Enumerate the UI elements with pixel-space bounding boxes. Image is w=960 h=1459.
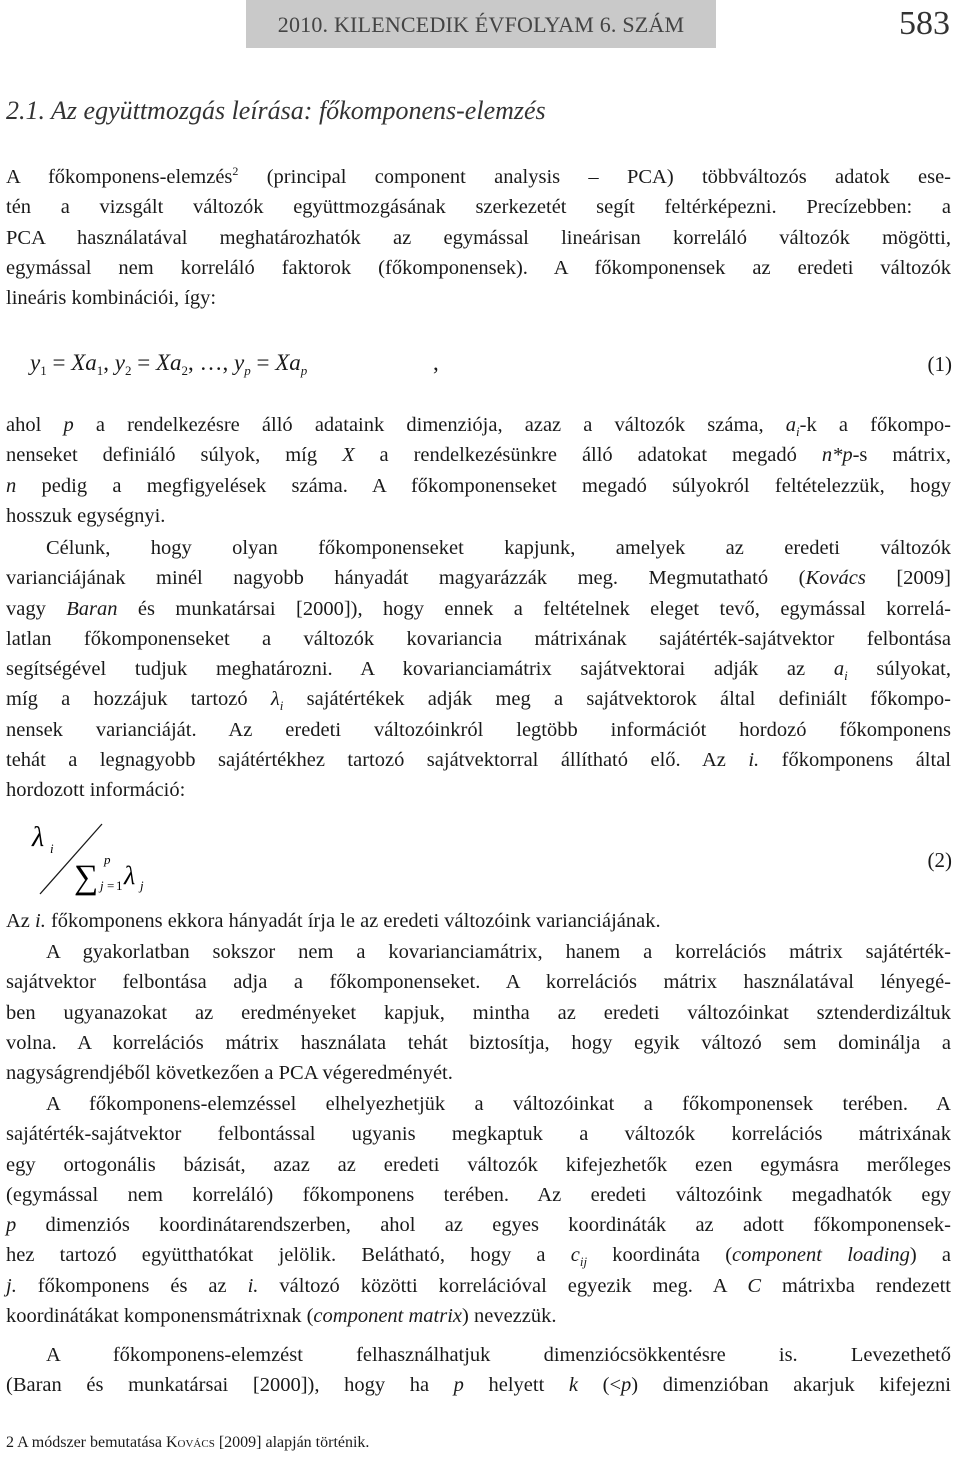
text-line: (Baran és munkatársai [2000]), hogy ha p helyett k (<p) dimenzióban akarjuk kifejezni <box>6 1374 951 1397</box>
text-line: vagy Baran és munkatársai [2000]), hogy ennek a feltételnek eleget tevő, egymással korrelá- <box>6 597 951 620</box>
svg-text:p: p <box>104 852 111 867</box>
svg-text:i: i <box>50 841 54 856</box>
text-line: Célunk, hogy olyan főkomponenseket kapjunk, amelyek az eredeti változók <box>46 537 951 559</box>
svg-text:1: 1 <box>116 878 123 893</box>
text-line: ben ugyanazokat az eredményeket kapjuk, mintha az eredeti változóinkat sztenderdizáltuk <box>6 1001 951 1024</box>
text-line: sajátérték-sajátvektor felbontással ugyanis megkaptuk a változók korrelációs mátrixának <box>6 1123 951 1146</box>
text-line: latlan főkomponenseket a változók kovariancia mátrixának sajátérték-sajátvektor felbontása <box>6 627 951 650</box>
text-line: míg a hozzájuk tartozó $\lambda_i$ sajátértékek adják meg a sajátvektorok által definiált főkompo- <box>6 688 951 714</box>
text-line: egymással nem korreláló faktorok (főkomponensek). A főkomponensek az eredeti változók <box>6 256 951 279</box>
page-number: 583 <box>899 5 950 42</box>
paragraph-intro <box>6 162 951 313</box>
svg-text:j: j <box>100 878 104 893</box>
svg-text:λ: λ <box>124 861 136 890</box>
text-line: nenseket definiáló súlyok, míg X a rendelkezésünkre álló adatokat megadó n*p-s mátrix, <box>6 444 951 467</box>
svg-text:=: = <box>107 878 115 893</box>
footnote-ref: 2 <box>232 164 239 178</box>
text-line: hez tartozó együtthatókat jelölik. Belátható, hogy a $c_{ij}$ koordináta (component loading) a <box>6 1244 951 1270</box>
section-title: 2.1. Az együttmozgás leírása: főkomponens-elemzés <box>6 96 546 125</box>
text-line: nagyságrendjéből következően a PCA végeredményét. <box>6 1062 453 1085</box>
running-header: 2010. KILENCEDIK ÉVFOLYAM 6. SZÁM <box>277 12 685 37</box>
text-line: (egymással nem korreláló) főkomponens terében. Az eredeti változóink megadhatók egy <box>6 1183 951 1206</box>
footnote: 2 A módszer bemutatása Kovács [2009] alapján történik. <box>6 1434 370 1451</box>
text-line: koordinátákat komponensmátrixnak (component matrix) nevezzük. <box>6 1305 557 1328</box>
paragraph-components-space <box>6 1089 951 1331</box>
text-line: n pedig a megfigyelések száma. A főkomponenseket megadó súlyokról feltételezzük, hogy <box>6 474 951 497</box>
citation-baran: Baran <box>66 597 118 620</box>
paragraph-definitions <box>6 410 951 531</box>
text-line: j. főkomponens és az i. változó közötti korrelációval egyezik meg. A C mátrixba rendezett <box>6 1274 951 1297</box>
svg-text:j: j <box>140 878 144 893</box>
text-line: hosszuk egységnyi. <box>6 504 166 527</box>
paragraph-dimension-reduction <box>6 1340 951 1401</box>
text-line: segítségével tudjuk meghatározni. A kovarianciamátrix sajátvektorai adják az $a_i$ súlyokat, <box>6 658 951 684</box>
paragraph-goal <box>6 533 951 806</box>
text-line: tén a vizsgált változók együttmozgásának szerkezetét segít feltérképezni. Precízebben: a <box>6 196 951 219</box>
text-line: nensek varianciáját. Az eredeti változóinkról legtöbb információt hordozó főkomponens <box>6 718 951 741</box>
equation-number: (1) <box>927 352 952 376</box>
text-line: egy ortogonális bázisát, azaz az eredeti változók kifejezhetők ezen egymásra merőleges <box>6 1153 951 1176</box>
svg-text:∑: ∑ <box>74 859 99 896</box>
paragraph-share <box>6 906 951 936</box>
text-line: A főkomponens-elemzés$^2$ (principal component analysis – PCA) többváltozós adatok ese- <box>6 164 951 188</box>
text-line: ahol p a rendelkezésre álló adataink dimenziója, azaz a változók száma, $a_i-k$ a főkompo- <box>6 414 951 439</box>
text-line: PCA használatával meghatározhatók az egymással lineárisan korreláló változók mögötti, <box>6 226 951 249</box>
equation-number: (2) <box>927 848 952 872</box>
text-line: p dimenziós koordinátarendszerben, ahol az egyes koordináták az adott főkomponensek- <box>6 1214 951 1237</box>
equation-2 <box>30 818 170 898</box>
text-line: hordozott információ: <box>6 779 186 802</box>
text-line: lineáris kombinációi, így: <box>6 287 217 310</box>
text-line: tehát a legnagyobb sajátértékhez tartozó sajátvektorral állítható elő. Az i. főkomponens által <box>6 749 951 772</box>
text-line: A főkomponens-elemzéssel elhelyezhetjük a változóinkat a főkomponensek terében. A <box>46 1093 951 1115</box>
text-line: sajátvektor felbontása adja a főkomponenseket. A korrelációs mátrix használatával lényegé- <box>6 971 951 994</box>
paragraph-correlation <box>6 937 951 1088</box>
text-line: Az i. főkomponens ekkora hányadát írja le az eredeti változóink varianciájának. <box>6 910 661 932</box>
text-line: varianciájának minél nagyobb hányadát magyarázzák meg. Megmutatható (Kovács [2009] <box>6 567 952 590</box>
text-line: A főkomponens-elemzést felhasználhatjuk dimenziócsökkentésre is. Levezethető <box>46 1344 951 1366</box>
equation-1: $y_1 = Xa_1$, $y_2 = Xa_2$, …, $y_p = Xa_p$ , <box>30 350 439 378</box>
citation-kovacs: Kovács <box>805 567 866 590</box>
footnote-author: Kovács <box>165 1434 215 1451</box>
svg-text:λ: λ <box>32 822 45 853</box>
text-line: volna. A korrelációs mátrix használata tehát biztosítja, hogy egyik változó sem dominálja a <box>6 1031 951 1054</box>
text-line: A gyakorlatban sokszor nem a kovarianciamátrix, hanem a korrelációs mátrix sajátérték- <box>46 941 951 963</box>
